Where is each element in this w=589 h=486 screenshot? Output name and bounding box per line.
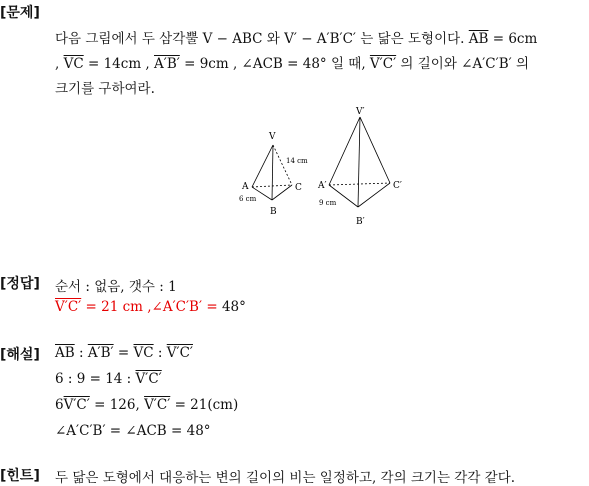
large-label-b: B′ (356, 217, 365, 227)
small-edge-va (252, 145, 273, 187)
problem-line-3: 크기를 구하여라. (55, 81, 155, 97)
segment-v-c-prime: V′C′ (369, 56, 397, 72)
segment-vc: $\overline{VC}$ (63, 56, 84, 72)
small-edge-bc (272, 185, 292, 200)
small-label-c: C (295, 183, 302, 193)
solution-text: : (153, 345, 167, 361)
solution-line-2 (55, 371, 162, 387)
large-edge-vb (358, 117, 360, 207)
hint-text: 두 닮은 도형에서 대응하는 변의 길이의 비는 일정하고, 각의 크기는 각각 같다. (55, 470, 516, 486)
problem-text: 의 길이와 ∠A′C′B′ 의 (396, 56, 530, 72)
solution-label: [해설] (0, 347, 40, 363)
small-label-b: B (270, 207, 277, 217)
answer-line-2 (55, 299, 246, 315)
problem-line-1 (55, 27, 537, 47)
problem-text: 다음 그림에서 두 삼각뿔 V − ABC 와 V′ − A′B′C′ 는 닮은 도형이다. (55, 31, 469, 47)
problem-text: , (55, 56, 64, 72)
solution-text: 6 : 9 = 14 : (55, 371, 136, 387)
solution-line-4: ∠A′C′B′ = ∠ACB = 48° (55, 423, 211, 439)
small-edge-vb (272, 145, 273, 200)
small-edge-vc (273, 145, 292, 185)
problem-label: [문제] (0, 5, 40, 21)
solution-segment: V′C′ (144, 397, 171, 413)
solution-text: = (113, 345, 134, 361)
segment-a-b-prime: A′B′ (154, 56, 180, 72)
solution-segment: V′C′ (135, 371, 162, 387)
solution-segment: A′B′ (87, 345, 114, 361)
solution-text: 6 (55, 397, 64, 413)
pyramid-figure (230, 105, 410, 230)
solution-line-3 (55, 397, 238, 413)
large-edge-bc (358, 183, 390, 207)
solution-segment: V′C′ (166, 345, 193, 361)
problem-text: = 9cm , ∠ACB = 48° 일 때, (179, 56, 370, 72)
solution-text: : (74, 345, 88, 361)
large-length-ab: 9 cm (319, 199, 337, 207)
large-edge-vc (360, 117, 390, 183)
small-length-ab: 6 cm (239, 195, 257, 203)
answer-segment: V′C′ (55, 299, 82, 315)
solution-text: = 21(cm) (170, 397, 239, 413)
answer-text: = 21 cm ,∠A′C′B′ = (81, 299, 222, 315)
small-label-a: A (242, 182, 249, 192)
large-edge-va (329, 117, 360, 185)
problem-text: = 6cm (488, 31, 538, 47)
large-label-a: A′ (318, 181, 327, 191)
answer-line-1: 순서 : 없음, 갯수 : 1 (55, 279, 177, 295)
solution-segment: $\overline{AB}$ (55, 345, 75, 361)
solution-text: = 126, (89, 397, 145, 413)
small-length-vc: 14 cm (286, 157, 308, 165)
solution-segment: $\overline{VC}$ (133, 345, 154, 361)
small-label-v: V (269, 132, 276, 142)
segment-ab: $\overline{AB}$ (468, 31, 489, 47)
answer-angle: 48° (221, 299, 246, 315)
problem-text: = 14cm , (83, 56, 154, 72)
large-label-c: C′ (393, 181, 402, 191)
answer-label: [정답] (0, 276, 40, 292)
problem-line-2 (55, 52, 529, 72)
large-edge-ac (329, 183, 390, 185)
solution-line-1 (55, 345, 193, 361)
large-label-v: V′ (356, 107, 365, 117)
hint-label: [힌트] (0, 468, 40, 484)
solution-segment: V′C′ (63, 397, 90, 413)
